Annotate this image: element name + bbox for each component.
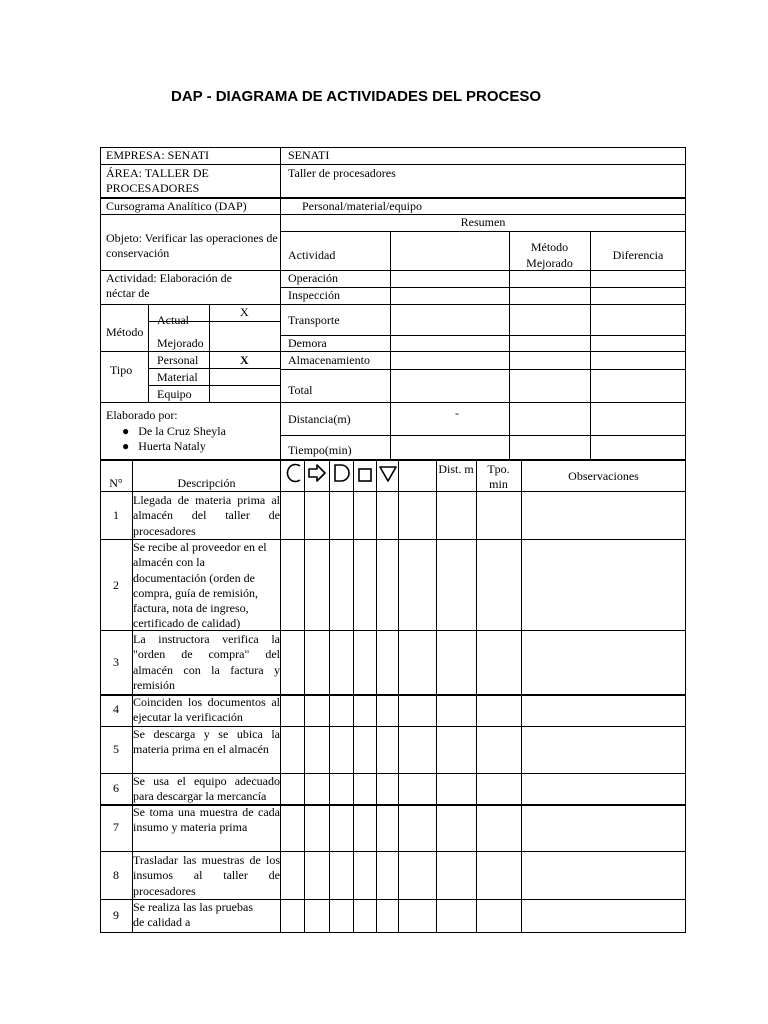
resumen-row-distancia: Distancia(m)	[288, 412, 351, 426]
transport-arrow-icon	[307, 463, 327, 487]
author-item: ● Huerta Nataly	[122, 439, 206, 453]
dap-form	[100, 147, 686, 933]
row-description: Coinciden los documentos al ejecutar la verificación	[133, 695, 280, 725]
resumen-row-demora: Demora	[288, 336, 327, 350]
tipo-personal: Personal	[157, 353, 199, 367]
storage-triangle-icon	[378, 465, 398, 487]
resumen-row-total: Total	[288, 383, 313, 397]
area-label: ÁREA: TALLER DE PROCESADORES	[106, 166, 209, 195]
metodo-actual-mark: X	[240, 305, 249, 319]
cursograma-label: Cursograma Analítico (DAP)	[106, 199, 247, 213]
inspection-square-icon	[357, 467, 373, 487]
operation-circle-icon	[284, 463, 302, 487]
author-item: ● De la Cruz Sheyla	[122, 424, 226, 438]
empresa-label: EMPRESA: SENATI	[106, 148, 210, 162]
row-number: 3	[113, 655, 119, 669]
author-name: De la Cruz Sheyla	[138, 424, 226, 438]
row-number: 9	[113, 908, 119, 922]
cursograma-value: Personal/material/equipo	[302, 199, 422, 213]
tipo-material: Material	[157, 370, 198, 384]
col-dist-header: Dist. m	[438, 462, 474, 476]
col-tpo-header: Tpo. min	[487, 462, 510, 491]
resumen-col-actividad: Actividad	[288, 248, 336, 262]
metodo-actual: Actual	[157, 313, 189, 327]
elaborado-label: Elaborado por:	[106, 408, 178, 422]
col-num-header: N°	[109, 476, 123, 490]
resumen-row-inspeccion: Inspección	[288, 288, 340, 302]
row-description: Se descarga y se ubica la materia prima en el almacén	[133, 727, 280, 757]
row-description: Se realiza las las pruebas de calidad a	[133, 900, 253, 930]
row-description: La instructora verifica la "orden de compra" del almacén con la factura y remisión	[133, 632, 280, 692]
row-description: Trasladar las muestras de los insumos al taller de procesadores	[133, 853, 280, 898]
row-description: Llegada de materia prima al almacén del taller de procesadores	[133, 493, 280, 538]
row-number: 7	[113, 820, 119, 834]
distancia-mark: -	[455, 406, 459, 420]
actividad-label: Actividad: Elaboración de néctar de	[106, 271, 232, 300]
row-number: 4	[113, 702, 119, 716]
page-title: DAP - DIAGRAMA DE ACTIVIDADES DEL PROCESO	[171, 88, 542, 105]
row-number: 2	[113, 578, 119, 592]
row-description: Se usa el equipo adecuado para descargar la mercancía	[133, 774, 280, 804]
resumen-title: Resumen	[460, 215, 506, 229]
tipo-equipo: Equipo	[157, 387, 192, 401]
col-descripcion-header: Descripción	[177, 476, 236, 490]
row-number: 6	[113, 781, 119, 795]
row-description: Se toma una muestra de cada insumo y materia prima	[133, 805, 280, 835]
area-value: Taller de procesadores	[288, 166, 396, 180]
row-number: 1	[113, 508, 119, 522]
metodo-mejorado: Mejorado	[157, 336, 204, 350]
tipo-label: Tipo	[110, 363, 133, 377]
objeto-text: Objeto: Verificar las operaciones de conservación	[106, 231, 278, 260]
col-observaciones-header: Observaciones	[568, 469, 639, 483]
row-number: 5	[113, 742, 119, 756]
metodo-label: Método	[106, 325, 144, 339]
author-name: Huerta Nataly	[138, 439, 206, 453]
resumen-row-transporte: Transporte	[288, 313, 340, 327]
row-description: Se recibe al proveedor en el almacén con la documentación (orden de compra, guía de remisión, factura, nota de ingreso, certificado de calidad)	[133, 540, 267, 631]
resumen-row-operacion: Operación	[288, 271, 338, 285]
tipo-personal-mark: X	[240, 353, 249, 367]
row-number: 8	[113, 868, 119, 882]
resumen-col-metodo: Método Mejorado	[526, 240, 573, 270]
delay-d-icon	[333, 463, 351, 487]
resumen-row-almacenamiento: Almacenamiento	[288, 353, 370, 367]
empresa-value: SENATI	[288, 148, 330, 162]
resumen-row-tiempo: Tiempo(min)	[288, 443, 352, 457]
resumen-col-diferencia: Diferencia	[612, 248, 664, 262]
